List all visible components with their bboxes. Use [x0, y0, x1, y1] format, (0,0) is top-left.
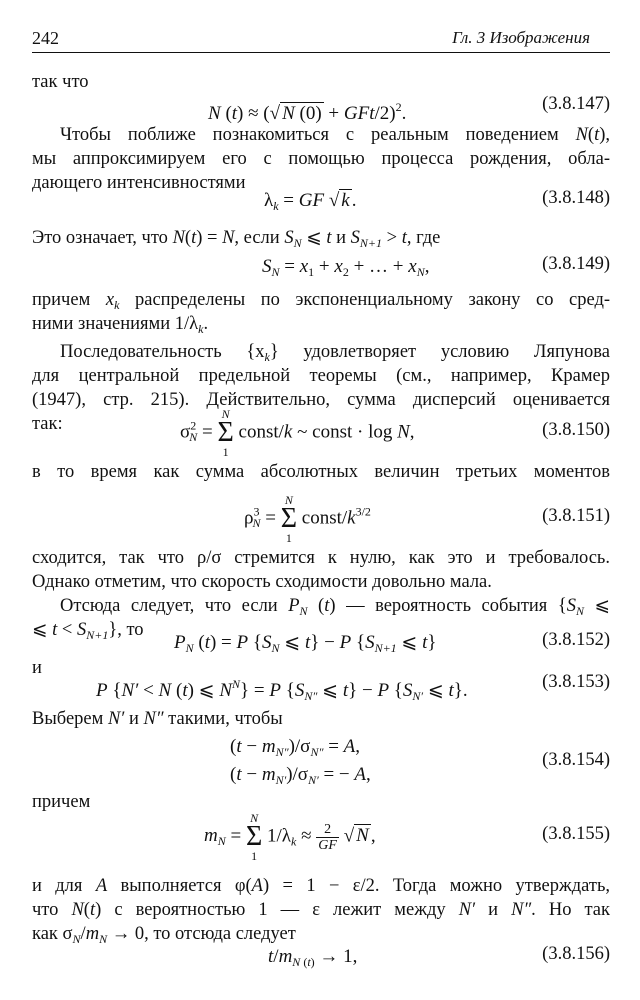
equation-3-8-154-a: $(t - m_{N''})/\sigma_{N''} = A$,: [230, 736, 361, 759]
page-header: [32, 28, 610, 50]
equation-3-8-148: $\lambda_k$ = GF √ k .: [264, 190, 357, 213]
text-line: (1947), стр. 215). Действительно, сумма дисперсий оценивается: [32, 390, 610, 410]
text-line: и: [32, 658, 42, 678]
text-line: сходится, так что ρ/σ стремится к нулю, как это и требовалось.: [32, 548, 610, 568]
text-line: Отсюда следует, что если $P_N$ (t) — вероятность события {$S_N$ ⩽: [60, 596, 610, 618]
equation-number: (3.8.155): [542, 824, 610, 844]
text-line: мы аппроксимируем его с помощью процесса рождения, обла-: [32, 149, 610, 169]
equation-number: (3.8.152): [542, 630, 610, 650]
text-line: в то время как сумма абсолютных величин третьих моментов: [32, 462, 610, 482]
equation-3-8-147: N (t) ≈ (√ N (0) + GFt/2)$^2$.: [208, 100, 407, 124]
running-title: Гл. 3 Изображения: [452, 28, 590, 47]
text-line: Однако отметим, что скорость сходимости довольно мала.: [32, 572, 492, 592]
equation-number: (3.8.151): [542, 506, 610, 526]
equation-3-8-150: $\sigma^2_N$ = N Σ 1 const/k ~ const · log N,: [180, 407, 415, 459]
equation-3-8-156: $t/m_{N (t)} \to 1$,: [268, 946, 358, 969]
text-line: так что: [32, 72, 89, 92]
text-line: так:: [32, 414, 63, 434]
equation-3-8-152: $P_N$ (t) = P {$S_N$ ⩽ t} − P {$S_{N+1}$ ⩽ t}: [174, 632, 437, 655]
equation-number: (3.8.156): [542, 944, 610, 964]
equation-3-8-149: $S_N = x_1 + x_2$ + … + $x_N$,: [262, 256, 430, 279]
page-number: 242: [32, 28, 59, 48]
equation-number: (3.8.148): [542, 188, 610, 208]
equation-number: (3.8.147): [542, 94, 610, 114]
text-line: ⩽ $t < S_{N+1}$}, то: [32, 620, 144, 642]
text-line: Последовательность $\{x_k\}$ удовлетворяет условию Ляпунова: [60, 342, 610, 364]
equation-number: (3.8.154): [542, 750, 610, 770]
text-line: причем: [32, 792, 91, 812]
equation-number: (3.8.150): [542, 420, 610, 440]
text-line: причем $x_k$ распределены по экспоненциальному закону со сред-: [32, 290, 611, 312]
text-line: Это означает, что N(t) = N, если $S_N$ ⩽ t и $S_{N+1} > t$, где: [32, 228, 441, 250]
text-line: для центральной предельной теоремы (см., например, Крамер: [32, 366, 610, 386]
equation-3-8-151: $\rho^3_N$ = N Σ 1 const/$k^{3/2}$: [244, 493, 371, 545]
equation-3-8-154-b: $(t - m_{N'})/\sigma_{N'}$ = − A,: [230, 764, 371, 787]
text-line: как $\sigma_N/m_N \to 0$, то отсюда следует: [32, 924, 296, 946]
text-line: Чтобы поближе познакомиться с реальным поведением N(t),: [60, 125, 611, 145]
text-line: дающего интенсивностями: [32, 173, 246, 193]
equation-3-8-153: P {N′ < N (t) ⩽ $N^N\} = P$ {$S_{N''}$ ⩽ t} − P {$S_{N'}$ ⩽ t}.: [96, 677, 468, 703]
equation-number: (3.8.149): [542, 254, 610, 274]
equation-number: (3.8.153): [542, 672, 610, 692]
text-line: Выберем N′ и N″ такими, чтобы: [32, 709, 283, 729]
text-line: и для A выполняется φ(A) = 1 − ε/2. Тогда можно утверждать,: [32, 876, 611, 896]
header-rule: [32, 52, 610, 53]
text-line: что N(t) с вероятностью 1 — ε лежит между N′ и N″. Но так: [32, 900, 610, 920]
equation-3-8-155: $m_N$ = N Σ 1 $1/\lambda_k$ ≈ $\frac{2}{GF}$ √ N ,: [204, 811, 376, 863]
text-line: ними значениями $1/\lambda_k$.: [32, 314, 209, 336]
